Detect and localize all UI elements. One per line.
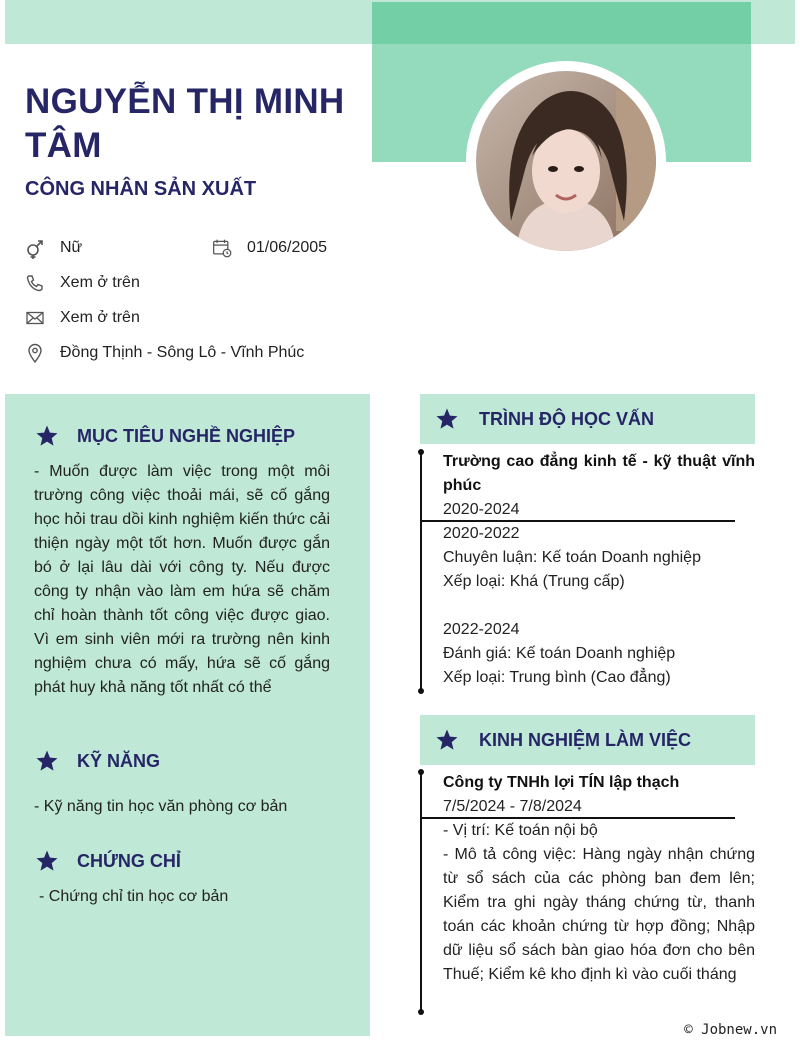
phone-value: Xem ở trên <box>60 274 140 291</box>
email-value: Xem ở trên <box>60 309 140 326</box>
timeline-dot <box>418 688 424 694</box>
experience-position: - Vị trí: Kế toán nội bộ <box>443 822 598 839</box>
star-icon <box>35 749 59 773</box>
experience-description: - Mô tả công việc: Hàng ngày nhận chứng từ sổ sách của các phòng ban đem lên; Kiểm tra ghi ngày tháng chứng từ, thanh toán các khoản chứng từ hợp đồng; Nhập dữ liệu sổ sách bàn giao hóa đơn cho bên Thuế; Kiểm kê kho định kì vào cuối tháng <box>443 846 755 983</box>
avatar <box>476 71 656 251</box>
star-icon <box>35 424 59 448</box>
phone-row <box>25 272 140 294</box>
education-entry-major: Đánh giá: Kế toán Doanh nghiệp <box>443 645 676 662</box>
address-value: Đồng Thịnh - Sông Lô - Vĩnh Phúc <box>60 344 305 361</box>
experience-period: 7/5/2024 - 7/8/2024 <box>443 798 582 815</box>
calendar-icon <box>212 237 232 259</box>
timeline-dot <box>418 449 424 455</box>
education-heading: TRÌNH ĐỘ HỌC VẤN <box>420 394 755 444</box>
timeline-dot <box>418 769 424 775</box>
education-entry-year: 2020-2022 <box>443 525 520 542</box>
candidate-name: NGUYỄN THỊ MINH TÂM <box>25 82 345 165</box>
skills-text: - Kỹ năng tin học văn phòng cơ bản <box>34 798 288 815</box>
star-icon <box>435 407 459 431</box>
education-entry-grade: Xếp loại: Khá (Trung cấp) <box>443 573 625 590</box>
star-icon <box>35 849 59 873</box>
gender-value: Nữ <box>60 239 83 256</box>
career-objective-heading: MỤC TIÊU NGHỀ NGHIỆP <box>35 424 295 448</box>
education-timeline <box>420 452 422 691</box>
timeline-dot <box>418 1009 424 1015</box>
certificates-text: - Chứng chỉ tin học cơ bản <box>39 888 229 905</box>
skills-heading: KỸ NĂNG <box>35 749 160 773</box>
location-pin-icon <box>25 342 45 364</box>
birthday-value: 01/06/2005 <box>247 239 328 256</box>
education-school: Trường cao đẳng kinh tế - kỹ thuật vĩnh phúc <box>443 453 755 494</box>
job-title: CÔNG NHÂN SẢN XUẤT <box>25 178 257 200</box>
education-period: 2020-2024 <box>443 501 520 518</box>
experience-timeline <box>420 772 422 1012</box>
email-row <box>25 307 140 329</box>
experience-heading: KINH NGHIỆM LÀM VIỆC <box>420 715 755 765</box>
envelope-icon <box>25 307 45 329</box>
star-icon <box>435 728 459 752</box>
education-entry-major: Chuyên luận: Kế toán Doanh nghiệp <box>443 549 701 566</box>
gender-icon <box>25 237 45 259</box>
address-row <box>25 342 304 364</box>
career-objective-text: - Muốn được làm việc trong một môi trường công việc thoải mái, sẽ cố gắng học hỏi trau dồi kinh nghiệm kiến thức cải thiện ngày một tốt hơn. Muốn được gắn bó ở lại lâu dài với công ty. Nếu được công ty nhận vào làm em hứa sẽ chăm chỉ hoàn thành tốt công việc được giao. Vì em sinh viên mới ra trường nên kinh nghiệm chưa có mấy, hứa sẽ cố gắng phát huy khả năng tốt nhất có thể <box>34 463 330 696</box>
copyright: © Jobnew.vn <box>684 1022 777 1038</box>
education-entry-year: 2022-2024 <box>443 621 520 638</box>
gender-row <box>25 237 82 259</box>
phone-icon <box>25 272 45 294</box>
birthday-row <box>212 237 327 259</box>
education-entry-grade: Xếp loại: Trung bình (Cao đẳng) <box>443 669 671 686</box>
experience-company: Công ty TNHh lợi TÍN lập thạch <box>443 774 680 791</box>
photo-backdrop-overlap <box>372 2 751 44</box>
certificates-heading: CHỨNG CHỈ <box>35 849 181 873</box>
